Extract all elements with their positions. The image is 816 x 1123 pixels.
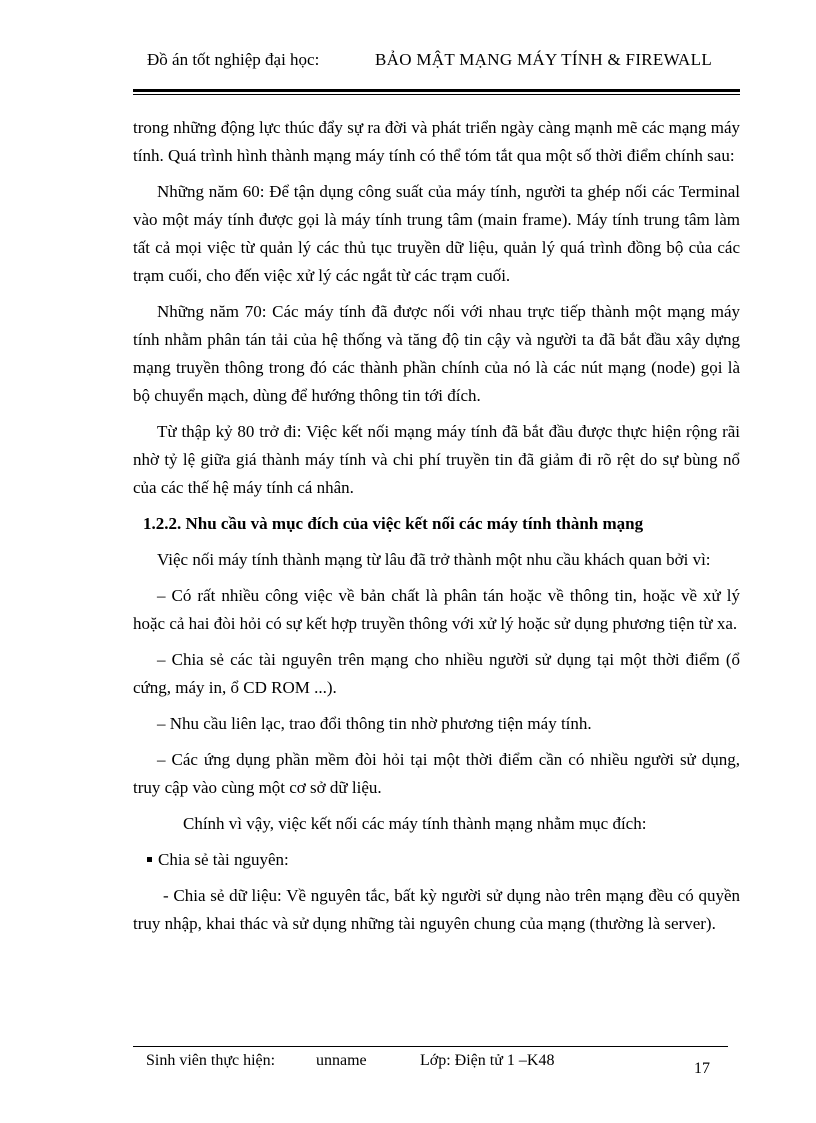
header-title: BẢO MẬT MẠNG MÁY TÍNH & FIREWALL — [375, 50, 713, 69]
paragraph-communication: – Nhu cầu liên lạc, trao đổi thông tin nhờ phương tiện máy tính. — [157, 714, 592, 733]
header-left-text: Đồ án tốt nghiệp đại học: — [147, 50, 320, 69]
paragraph-intro: trong những động lực thúc đẩy sự ra đời và phát triển ngày càng mạnh mẽ các mạng máy tính. Quá trình hình thành mạng máy tính có thể tóm tắt qua một số thời điểm chính sau: — [133, 118, 740, 165]
header-rule-thin — [133, 94, 740, 95]
paragraph-60s: Những năm 60: Để tận dụng công suất của máy tính, người ta ghép nối các Terminal vào một máy tính được gọi là máy tính trung tâm (main frame). Máy tính trung tâm làm tất cả mọi việc từ quản lý các thủ tục truyền dữ liệu, quản lý quá trình đồng bộ của các trạm cuối, cho đến việc xử lý các ngắt từ các trạm cuối. — [133, 182, 740, 285]
paragraph-80s: Từ thập kỷ 80 trở đi: Việc kết nối mạng máy tính đã bắt đầu được thực hiện rộng rãi nhờ tỷ lệ giữa giá thành máy tính và chi phí truyền tin đã giảm đi rõ rệt do sự bùng nổ của các thế hệ máy tính cá nhân. — [133, 422, 740, 497]
paragraph-70s: Những năm 70: Các máy tính đã được nối với nhau trực tiếp thành một mạng máy tính nhằm phân tán tải của hệ thống và tăng độ tin cậy và người ta đã bắt đầu xây dựng mạng truyền thông trong đó các thành phần chính của nó là các nút mạng (node) gọi là bộ chuyển mạch, dùng để hướng thông tin tới đích. — [133, 302, 740, 405]
document-body — [133, 114, 740, 938]
paragraph-purpose: Chính vì vậy, việc kết nối các máy tính thành mạng nhằm mục đích: — [183, 814, 647, 833]
bullet-item — [133, 846, 740, 874]
paragraph-share-resources: – Chia sẻ các tài nguyên trên mạng cho nhiều người sử dụng tại một thời điểm (ổ cứng, máy in, ổ CD ROM ...). — [133, 650, 740, 697]
footer-student-label: Sinh viên thực hiện: — [146, 1052, 276, 1069]
paragraph-applications: – Các ứng dụng phần mềm đòi hỏi tại một thời điểm cần có nhiều người sử dụng, truy cập vào cùng một cơ sở dữ liệu. — [133, 750, 740, 797]
page-number: 17 — [694, 1060, 710, 1077]
square-bullet-icon — [147, 857, 152, 862]
paragraph-distributed: – Có rất nhiều công việc về bản chất là phân tán hoặc về thông tin, hoặc về xử lý hoặc cả hai đòi hỏi có sự kết hợp truyền thông với xử lý hoặc sử dụng phương tiện từ xa. — [133, 586, 740, 633]
footer-student-name: unname — [316, 1052, 367, 1069]
bullet-text: Chia sẻ tài nguyên: — [158, 850, 289, 869]
paragraph-data-sharing: - Chia sẻ dữ liệu: Về nguyên tắc, bất kỳ người sử dụng nào trên mạng đều có quyền truy nhập, khai thác và sử dụng những tài nguyên chung của mạng (thường là server). — [133, 886, 740, 933]
section-heading: 1.2.2. Nhu cầu và mục đích của việc kết nối các máy tính thành mạng — [143, 514, 644, 533]
paragraph-need: Việc nối máy tính thành mạng từ lâu đã trở thành một nhu cầu khách quan bởi vì: — [157, 550, 711, 569]
header-rule-thick — [133, 89, 740, 92]
footer-rule — [133, 1046, 728, 1047]
footer-class: Lớp: Điện tử 1 –K48 — [420, 1052, 555, 1069]
